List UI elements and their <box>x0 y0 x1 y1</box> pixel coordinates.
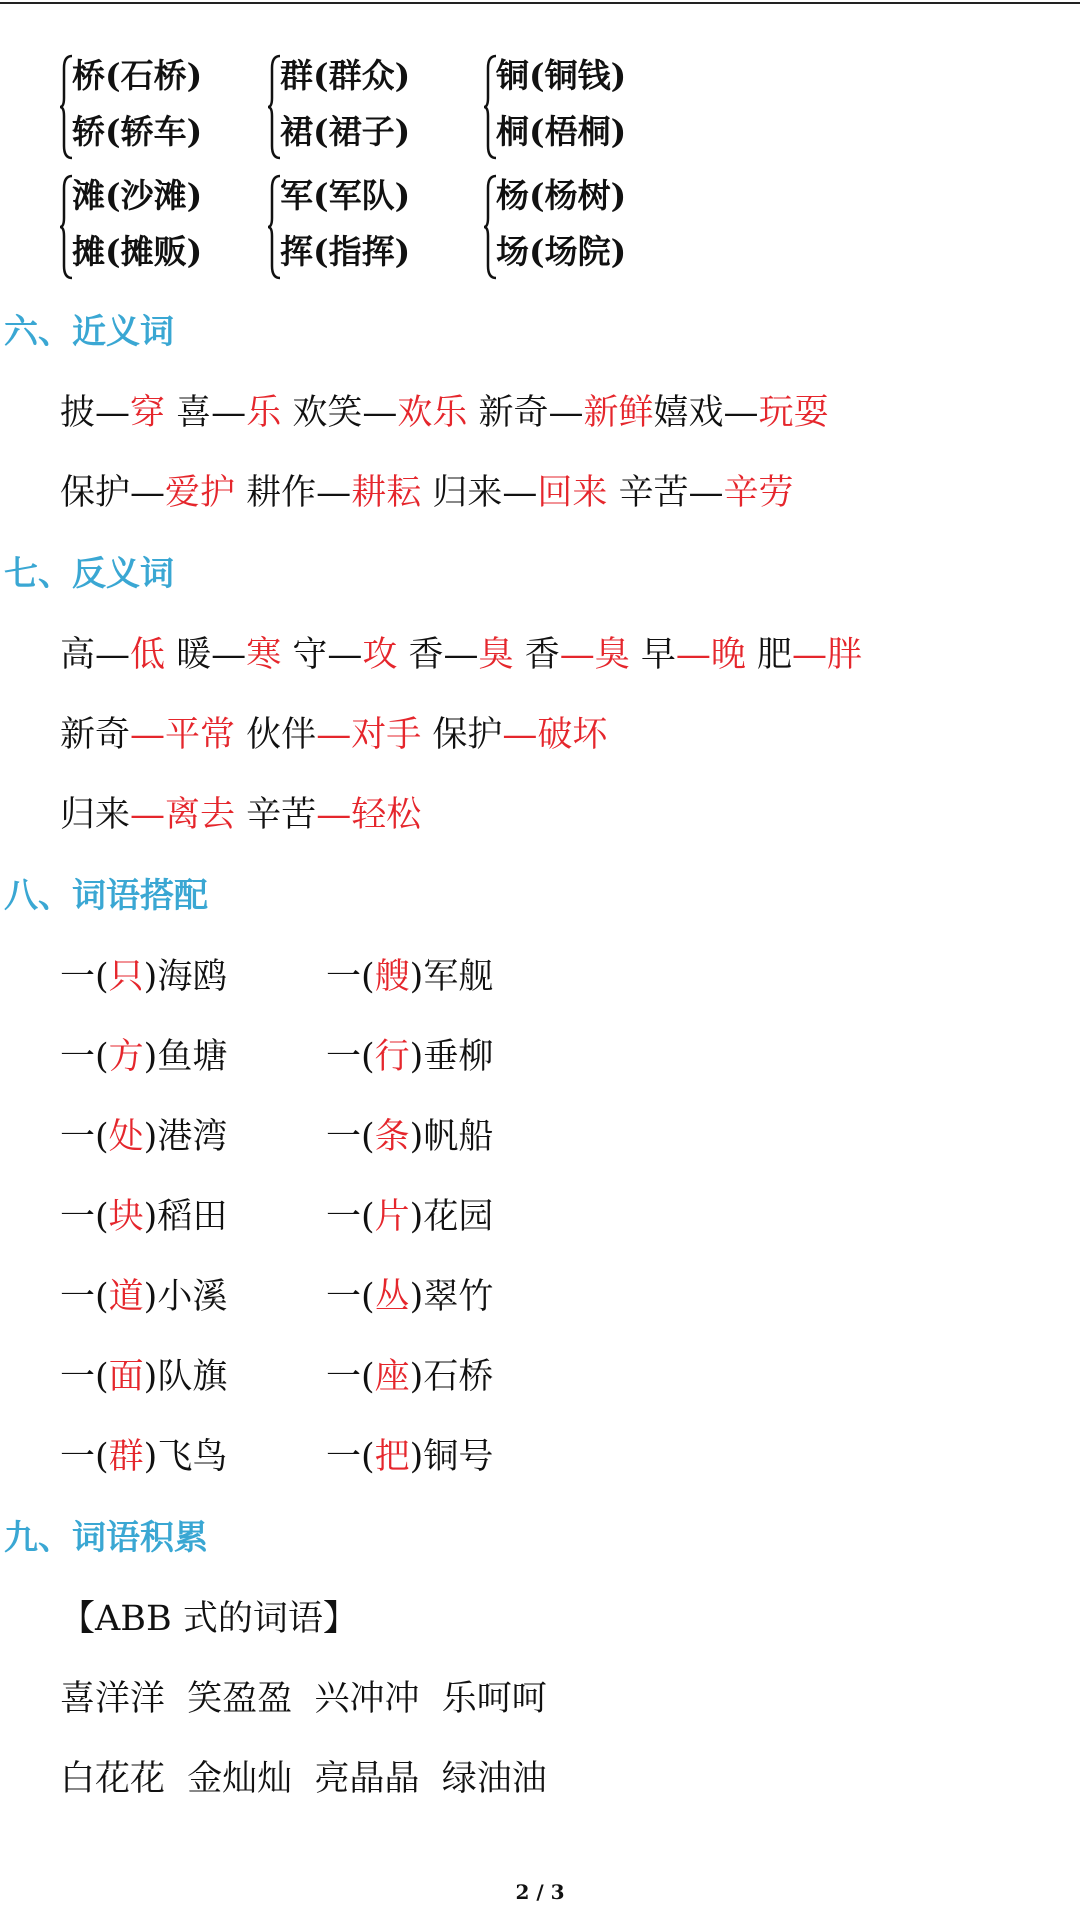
word: 辛苦 <box>246 795 317 835</box>
collocation-row <box>60 954 494 1000</box>
noun: 队旗 <box>157 1357 228 1397</box>
collocation-item: 一(处)港湾 <box>60 1117 228 1157</box>
pair-word-bottom: 挥(指挥) <box>280 232 411 271</box>
collocation-item: 一(道)小溪 <box>60 1277 228 1317</box>
noun: 花园 <box>423 1197 494 1237</box>
answer: —臭 <box>559 635 630 675</box>
answer: —轻松 <box>316 795 422 835</box>
word: 守— <box>292 635 363 675</box>
noun: 军舰 <box>423 957 494 997</box>
antonym-row <box>60 792 421 838</box>
word: 高— <box>60 635 131 675</box>
noun: 飞鸟 <box>157 1437 228 1477</box>
synonym-row <box>60 470 794 516</box>
collocation-item: 一(片)花园 <box>326 1197 494 1237</box>
section-heading-collocation: 八、词语搭配 <box>4 876 208 916</box>
collocation-row <box>60 1434 494 1480</box>
section-heading-accumulation: 九、词语积累 <box>4 1518 208 1558</box>
answer: 穿 <box>130 393 166 433</box>
answer: 耕耘 <box>351 473 422 513</box>
pair-word-top: 桥(石桥) <box>72 56 203 95</box>
antonym-row <box>60 712 607 758</box>
measure-word: 面 <box>108 1357 144 1397</box>
collocation-item: 一(面)队旗 <box>60 1357 228 1397</box>
noun: 海鸥 <box>157 957 228 997</box>
abb-word-row: 白花花 金灿灿 亮晶晶 绿油油 <box>60 1759 547 1799</box>
abb-word-row: 喜洋洋 笑盈盈 兴冲冲 乐呵呵 <box>60 1679 547 1719</box>
word: 香 <box>524 635 560 675</box>
word: 耕作— <box>246 473 352 513</box>
pair-word-bottom: 桐(梧桐) <box>496 112 627 151</box>
pair-word-top: 滩(沙滩) <box>72 176 203 215</box>
word: 暖— <box>176 635 247 675</box>
collocation-row <box>60 1274 494 1320</box>
pair-word-top: 杨(杨树) <box>496 176 627 215</box>
word: 嬉戏— <box>653 393 759 433</box>
measure-word: 只 <box>108 957 144 997</box>
collocation-item: 一(群)飞鸟 <box>60 1437 228 1477</box>
measure-word: 方 <box>108 1037 144 1077</box>
measure-word: 座 <box>374 1357 410 1397</box>
pair-word-top: 军(军队) <box>280 176 411 215</box>
word: 辛苦— <box>618 473 724 513</box>
noun: 石桥 <box>423 1357 494 1397</box>
collocation-item: 一(只)海鸥 <box>60 957 228 997</box>
word: 保护 <box>432 715 503 755</box>
word: 欢笑— <box>292 393 398 433</box>
answer: 乐 <box>246 393 282 433</box>
answer: —对手 <box>316 715 422 755</box>
measure-word: 群 <box>108 1437 144 1477</box>
measure-word: 处 <box>108 1117 144 1157</box>
section-heading-antonyms: 七、反义词 <box>4 554 174 594</box>
noun: 翠竹 <box>423 1277 494 1317</box>
measure-word: 行 <box>374 1037 410 1077</box>
top-rule <box>0 2 1080 4</box>
pair-word-top: 铜(铜钱) <box>496 56 627 95</box>
word: 披— <box>60 393 131 433</box>
measure-word: 条 <box>374 1117 410 1157</box>
antonym-row <box>60 632 862 678</box>
pair-word-bottom: 裙(裙子) <box>280 112 411 151</box>
word: 新奇— <box>478 393 584 433</box>
noun: 稻田 <box>157 1197 228 1237</box>
answer: 臭 <box>478 635 514 675</box>
page-number: 2 / 3 <box>515 1880 565 1904</box>
answer: —胖 <box>792 635 863 675</box>
collocation-item: 一(行)垂柳 <box>326 1037 494 1077</box>
word: 新奇 <box>60 715 131 755</box>
answer: 爱护 <box>165 473 236 513</box>
answer: 回来 <box>537 473 608 513</box>
word: 保护— <box>60 473 166 513</box>
answer: 新鲜 <box>583 393 654 433</box>
collocation-row <box>60 1114 494 1160</box>
collocation-item: 一(丛)翠竹 <box>326 1277 494 1317</box>
measure-word: 把 <box>374 1437 410 1477</box>
collocation-row <box>60 1194 494 1240</box>
pair-word-bottom: 场(场院) <box>496 232 627 271</box>
collocation-item: 一(方)鱼塘 <box>60 1037 228 1077</box>
collocation-item: 一(块)稻田 <box>60 1197 228 1237</box>
measure-word: 道 <box>108 1277 144 1317</box>
pair-word-top: 群(群众) <box>280 56 411 95</box>
collocation-item: 一(座)石桥 <box>326 1357 494 1397</box>
answer: 攻 <box>362 635 398 675</box>
answer: —晚 <box>675 635 746 675</box>
noun: 铜号 <box>423 1437 494 1477</box>
word: 归来 <box>60 795 131 835</box>
noun: 帆船 <box>423 1117 494 1157</box>
measure-word: 块 <box>108 1197 144 1237</box>
measure-word: 丛 <box>374 1277 410 1317</box>
collocation-row <box>60 1354 494 1400</box>
pair-word-bottom: 轿(轿车) <box>72 112 203 151</box>
answer: —平常 <box>130 715 236 755</box>
answer: 欢乐 <box>397 393 468 433</box>
answer: 寒 <box>246 635 282 675</box>
word: 归来— <box>432 473 538 513</box>
answer: 玩耍 <box>758 393 829 433</box>
answer: —破坏 <box>502 715 608 755</box>
answer: —离去 <box>130 795 236 835</box>
section-heading-synonyms: 六、近义词 <box>4 312 174 352</box>
word: 香— <box>408 635 479 675</box>
word: 早 <box>640 635 676 675</box>
word: 肥 <box>757 635 793 675</box>
word: 伙伴 <box>246 715 317 755</box>
answer: 低 <box>130 635 166 675</box>
collocation-item: 一(条)帆船 <box>326 1117 494 1157</box>
measure-word: 片 <box>374 1197 410 1237</box>
noun: 小溪 <box>157 1277 228 1317</box>
abb-subtitle: 【ABB 式的词语】 <box>60 1599 358 1639</box>
word: 喜— <box>176 393 247 433</box>
noun: 港湾 <box>157 1117 228 1157</box>
measure-word: 艘 <box>374 957 410 997</box>
noun: 垂柳 <box>423 1037 494 1077</box>
synonym-row <box>60 390 829 436</box>
answer: 辛劳 <box>723 473 794 513</box>
collocation-item: 一(艘)军舰 <box>326 957 494 997</box>
noun: 鱼塘 <box>157 1037 228 1077</box>
collocation-item: 一(把)铜号 <box>326 1437 494 1477</box>
collocation-row <box>60 1034 494 1080</box>
pair-word-bottom: 摊(摊贩) <box>72 232 203 271</box>
